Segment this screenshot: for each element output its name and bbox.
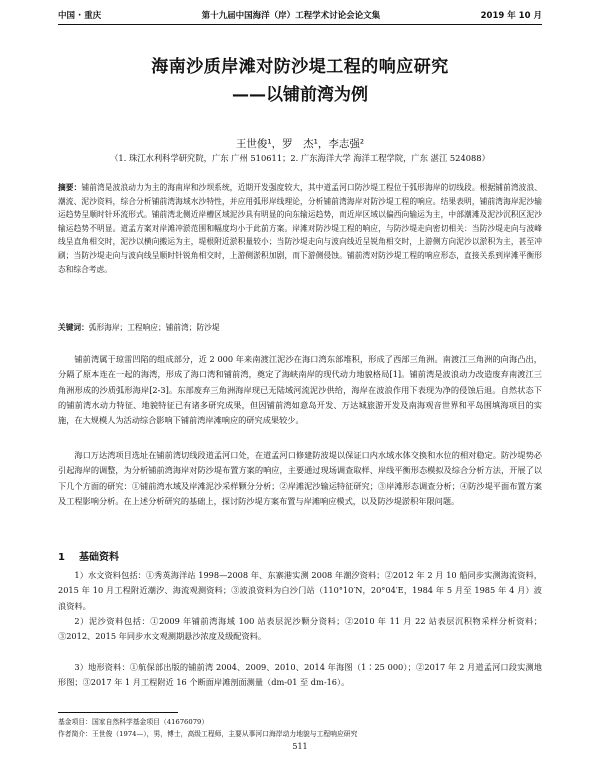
data-item-sediment: 2）泥沙资料包括：①2009 年铺前湾海域 100 站表层泥沙颗分资料；②2010 年 11 月 22 站表层沉积物采样分析资料；③2012、2015 年同步水文观测期悬沙浓度及级配资料。 bbox=[58, 616, 542, 642]
keywords-text: 弧形海岸；工程响应；铺前湾；防沙堤 bbox=[88, 323, 220, 332]
header-proceedings: 第十九届中国海洋（岸）工程学术讨论会论文集 bbox=[201, 11, 381, 21]
abstract bbox=[58, 181, 542, 276]
paper-title: 海南沙质岸滩对防沙堤工程的响应研究 bbox=[151, 57, 449, 77]
footnote-rule bbox=[58, 712, 178, 713]
section-title: 基础资料 bbox=[78, 552, 119, 563]
author-list: 王世俊¹，罗 杰¹，李志强² bbox=[235, 138, 365, 150]
header-location: 中国 · 重庆 bbox=[58, 11, 102, 21]
intro-paragraph-2: 海口万达湾项目选址在铺前湾切线段道孟河口处，在道孟河口修建防波堤以保证口内水域水体交换和水位的相对稳定。防沙堤势必引起海岸的调整，为分析铺前湾海岸对防沙堤布置方案的响应，主要通过现场调查取样、岸线平衡形态模拟及综合分析方法，开展了以下几个方面的研究：①铺前湾水域及岸滩泥沙采样颗分分析；②岸滩泥沙输运特征研究；③岸滩形态调查分析；④防沙堤平面布置方案及工程影响分析。在上述分析研究的基础上，探讨防沙堤方案布置与岸滩响应模式，以及防沙堤淤积年限问题。 bbox=[58, 450, 542, 506]
section-number: 1 bbox=[58, 552, 65, 563]
abstract-label: 摘要： bbox=[58, 183, 82, 192]
keywords-label: 关键词： bbox=[58, 323, 89, 332]
keywords bbox=[58, 322, 542, 333]
footnote-funding: 基金项目：国家自然科学基金项目（41676079） bbox=[58, 718, 209, 726]
section-heading bbox=[58, 548, 119, 563]
abstract-text: 铺前湾是波浪动力为主的海南岸和沙坝系统，近期开发强度较大，其中道孟河口防沙堤工程位于弧形海岸的切线段。根据铺前湾波浪、潮流、泥沙资料，综合分析铺前湾海域水沙特性，并应用弧形岸线理论，分析铺前湾海岸对防沙堤工程的响应。结果表明，铺前湾海岸泥沙输运趋势呈顺时针环流形式。铺前湾北侧近岸槽区域泥沙具有明显的向东输运趋势，而近岸区域以偏西向输运为主，中部潮滩及泥沙沉积区泥沙输运趋势不明显。道孟方案对岸滩冲淤范围和幅度均小于此前方案。岸滩对防沙堤工程的响应，与防沙堤走向密切相关：当防沙堤走向与波峰线呈直角相交时，泥沙以横向搬运为主，堤根附近淤积量较小；当防沙堤走向与波向线近呈锐角相交时，上游侧方向泥沙以淤积为主，甚至冲刷；当防沙堤走向与波向线呈顺时针锐角相交时，上游侧淤积加剧，而下游侧侵蚀。铺前湾对防沙堤工程的响应形态，直接关系到岸滩平衡形态和综合考虑。 bbox=[58, 183, 542, 274]
affiliations: （1. 珠江水利科学研究院，广东 广州 510611；2. 广东海洋大学 海洋工程学院，广东 湛江 524088） bbox=[110, 153, 490, 163]
data-item-topography: 3）地形资料：①航保部出版的铺前湾 2004、2009、2010、2014 年海图（1∶25 000）；②2017 年 2 月道孟河口段实测地形图；③2017 年 1 月工程附近 16 个断面岸滩剖面测量（dm-01 至 dm-16）。 bbox=[58, 662, 542, 688]
data-item-hydrology: 1）水文资料包括：①秀英海洋站 1998—2008 年、东寨港实测 2008 年潮汐资料；②2012 年 2 月 10 船同步实测海流资料，2015 年 10 月工程附近潮汐、海流观测资料；③波浪资料为白沙门站（110°10′N，20°04′E，1984 年 5 月至 1985 年 4 月）波浪资料。 bbox=[58, 570, 542, 611]
footnote-author: 作者简介：王世俊（1974—），男，博士，高级工程师，主要从事河口海岸动力地貌与工程响应研究 bbox=[58, 730, 358, 738]
header-rule bbox=[58, 24, 542, 25]
page-number: 511 bbox=[292, 742, 308, 751]
paper-subtitle: ——以铺前湾为例 bbox=[232, 85, 368, 105]
header-date: 2019 年 10 月 bbox=[480, 11, 542, 21]
running-header bbox=[58, 8, 542, 22]
intro-paragraph-1: 铺前湾属于琼雷凹陷的组成部分，近 2 000 年来南渡江泥沙在海口湾东部堆积，形成了西部三角洲。南渡江三角洲的向海凸出，分隔了原本连在一起的海湾，形成了海口湾和铺前湾，奠定了海峡南岸的现代动力地貌格局[1]。铺前湾是波浪动力改造废弃南渡江三角洲形成的沙质弧形海岸[2-3]。东部废弃三角洲海岸现已无陆域河流泥沙供给，海岸在波浪作用下表现为净的侵蚀后退。自然状态下的铺前湾水动力特征、地貌特征已有诸多研究成果，但因铺前湾如意岛开发、万达城旅游开发及南海观音世界和平岛围填海项目的实施，在大规模人为活动综合影响下铺前湾岸滩响应的研究成果较少。 bbox=[58, 354, 542, 426]
